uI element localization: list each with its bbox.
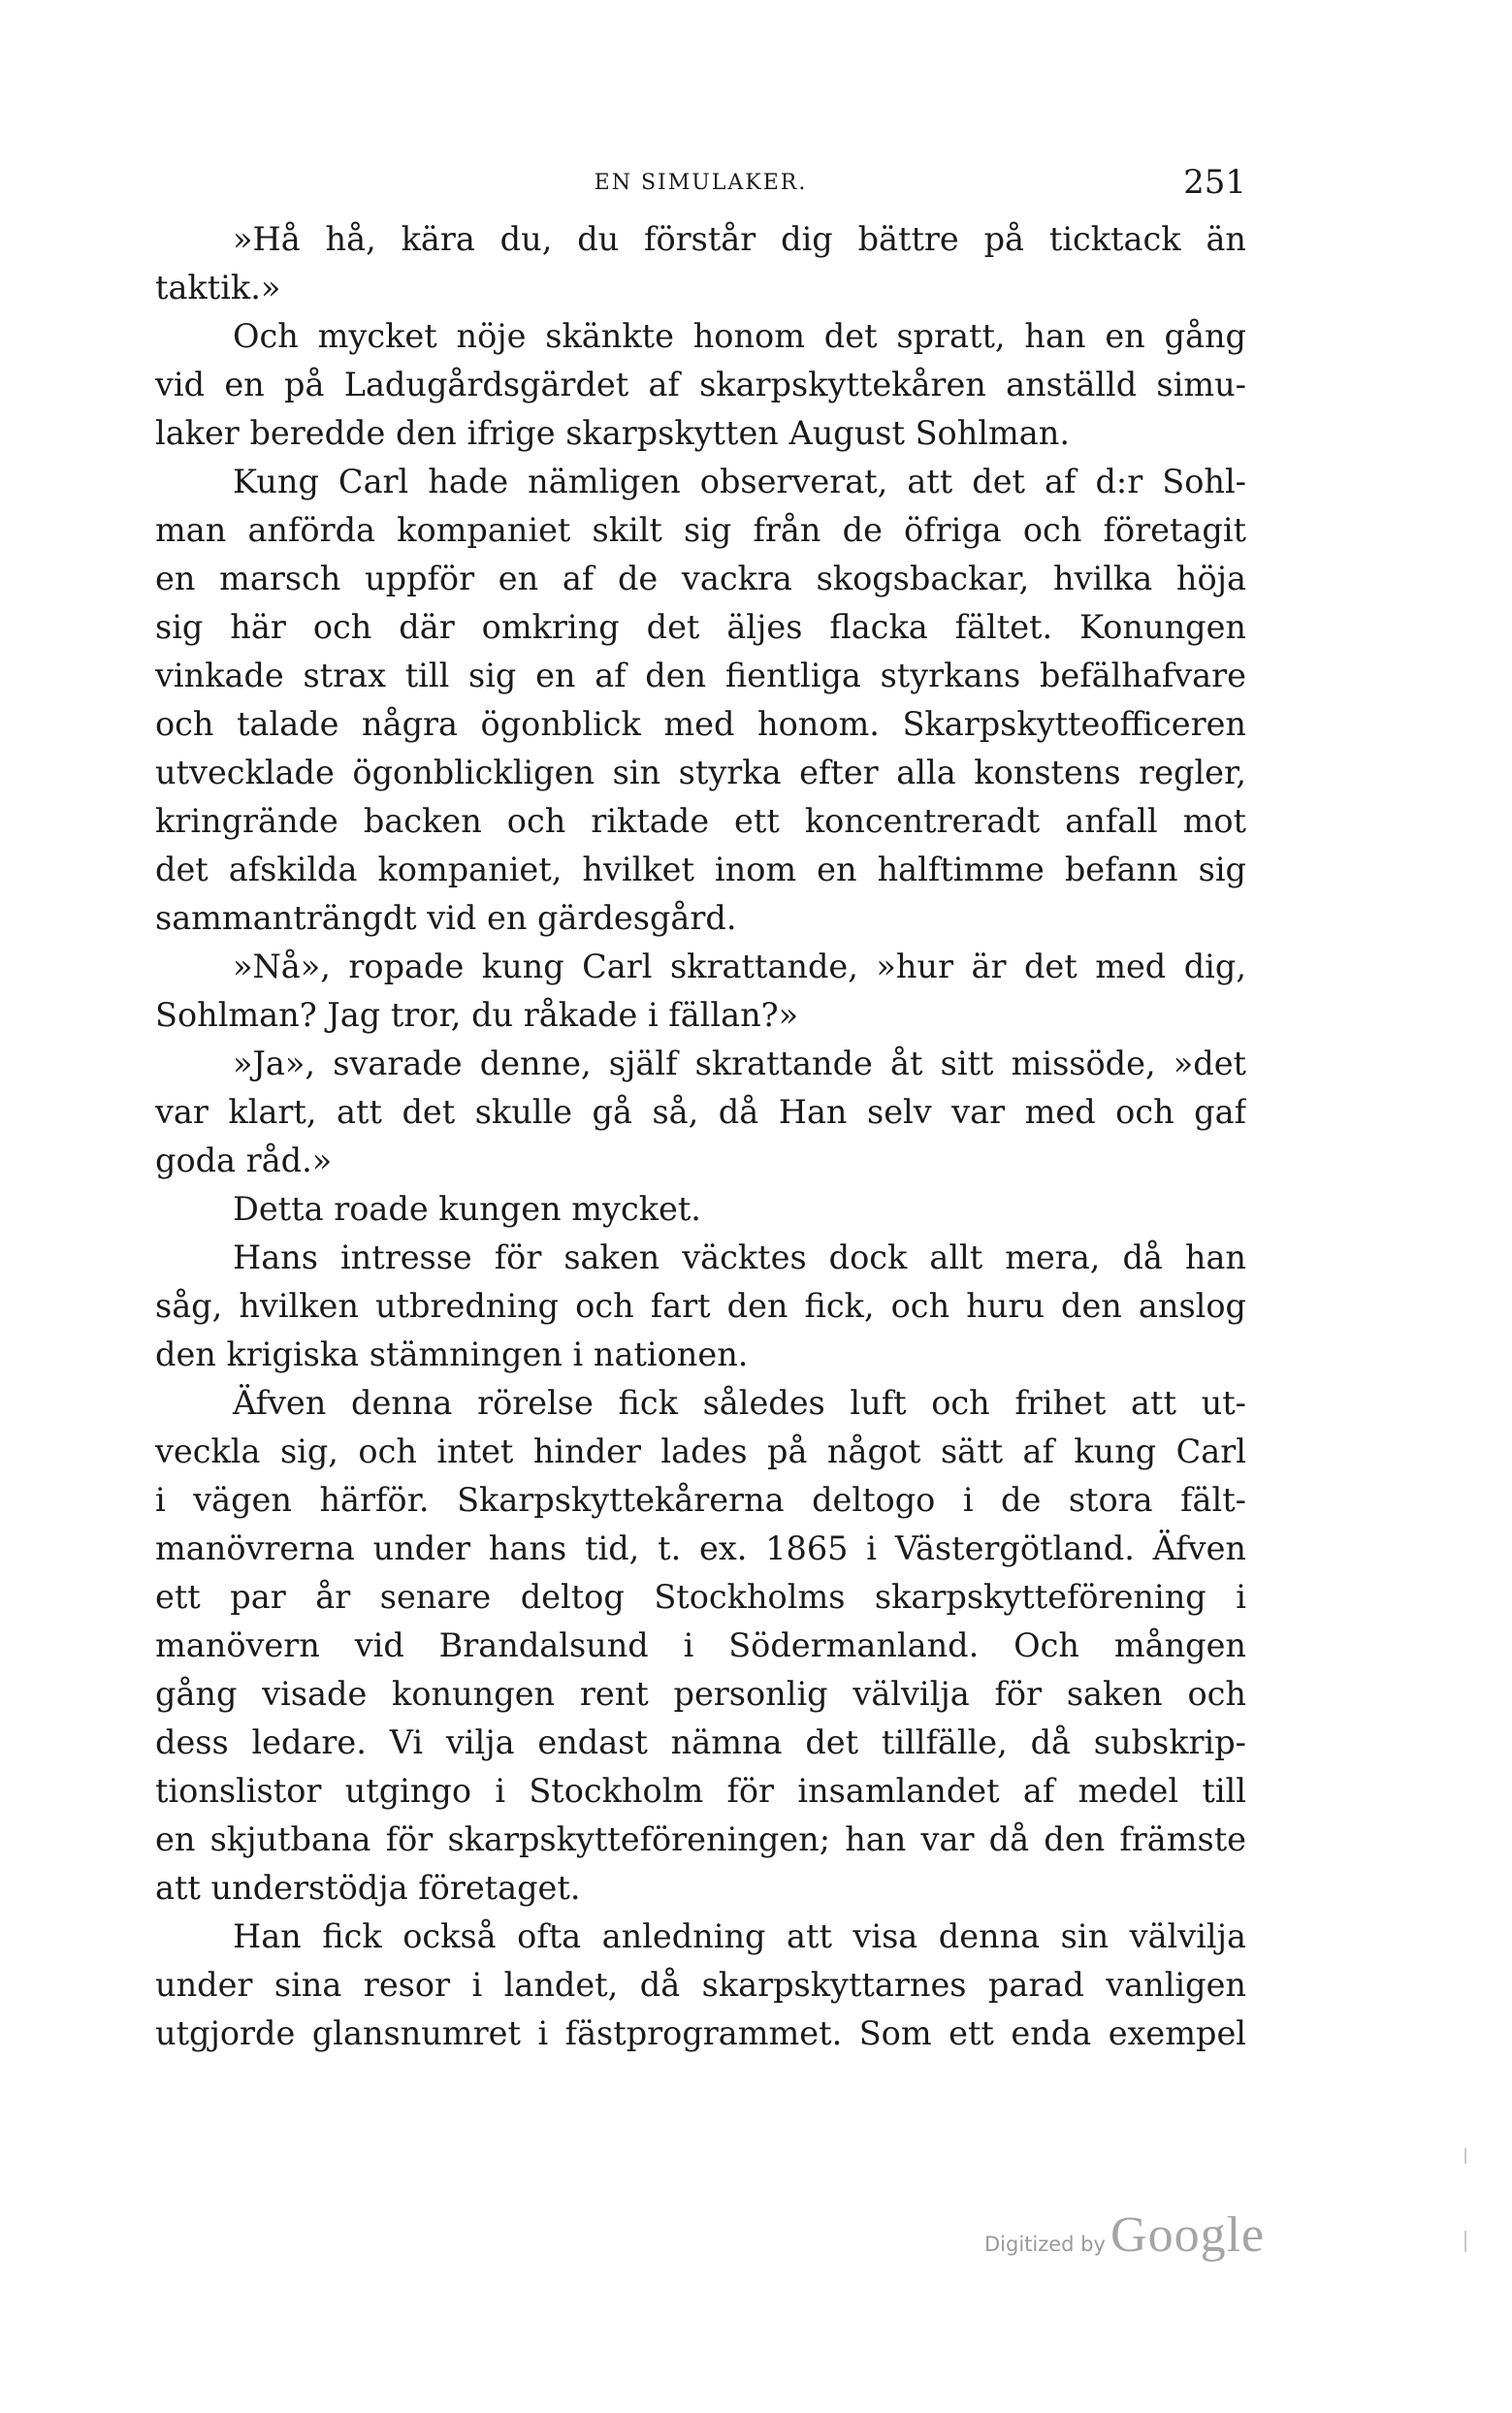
text-line: kringrände backen och riktade ett koncentreradt anfall mot <box>155 802 1246 840</box>
text-line: manövern vid Brandalsund i Södermanland. Och mången <box>155 1626 1246 1664</box>
text-line: att understödja företaget. <box>155 1869 581 1907</box>
text-line: goda råd.» <box>155 1142 333 1179</box>
margin-mark <box>1464 2231 1466 2252</box>
watermark-prefix: Digitized by <box>984 2233 1106 2256</box>
text-line: »Ja», svarade denne, själf skrattande åt sitt missöde, »det <box>233 1045 1246 1082</box>
text-line: en marsch uppför en af de vackra skogsbackar, hvilka höja <box>155 560 1246 597</box>
text-line: det afskilda kompaniet, hvilket inom en halftimme befann sig <box>155 851 1246 888</box>
text-line: Äfven denna rörelse fick således luft och frihet att ut- <box>233 1384 1246 1422</box>
text-line: vinkade strax till sig en af den fientliga styrkans befälhafvare <box>155 657 1246 694</box>
text-line: sammanträngdt vid en gärdesgård. <box>155 899 737 937</box>
text-line: Hans intresse för saken väcktes dock allt mera, då han <box>233 1239 1246 1276</box>
text-line: Detta roade kungen mycket. <box>233 1190 701 1228</box>
page-number: 251 <box>1183 163 1246 202</box>
text-line: den krigiska stämningen i nationen. <box>155 1335 749 1373</box>
text-line: vid en på Ladugårdsgärdet af skarpskyttekåren anställd simu- <box>155 366 1246 403</box>
text-line: såg, hvilken utbredning och fart den fick, och huru den anslog <box>155 1287 1246 1325</box>
text-line: utgjorde glansnumret i fästprogrammet. Som ett enda exempel <box>155 2014 1246 2052</box>
text-line: taktik.» <box>155 269 281 306</box>
text-line: tionslistor utgingo i Stockholm för insamlandet af medel till <box>155 1772 1246 1810</box>
text-line: Och mycket nöje skänkte honom det spratt, han en gång <box>233 317 1246 355</box>
digitized-by-google-watermark <box>984 2206 1265 2264</box>
text-line: man anförda kompaniet skilt sig från de öfriga och företagit <box>155 511 1246 549</box>
text-line: en skjutbana för skarpskytteföreningen; han var då den främste <box>155 1820 1246 1858</box>
text-line: »Hå hå, kära du, du förstår dig bättre på ticktack än <box>233 220 1246 258</box>
text-line: i vägen härför. Skarpskyttekårerna deltogo i de stora fält- <box>155 1481 1246 1519</box>
google-logo: Google <box>1110 2207 1266 2263</box>
text-line: Kung Carl hade nämligen observerat, att det af d:r Sohl- <box>233 463 1246 500</box>
text-line: sig här och där omkring det äljes flacka fältet. Konungen <box>155 608 1246 646</box>
text-line: utvecklade ögonblickligen sin styrka efter alla konstens regler, <box>155 754 1246 791</box>
text-line: gång visade konungen rent personlig välvilja för saken och <box>155 1675 1246 1713</box>
text-line: dess ledare. Vi vilja endast nämna det tillfälle, då subskrip- <box>155 1723 1246 1761</box>
margin-mark <box>1464 2148 1466 2164</box>
page-header <box>155 163 1246 202</box>
text-line: och talade några ögonblick med honom. Skarpskytteofficeren <box>155 705 1246 743</box>
running-title: EN SIMULAKER. <box>594 171 808 195</box>
text-line: veckla sig, och intet hinder lades på något sätt af kung Carl <box>155 1432 1246 1470</box>
text-line: manövrerna under hans tid, t. ex. 1865 i Västergötland. Äfven <box>155 1529 1246 1567</box>
text-line: under sina resor i landet, då skarpskyttarnes parad vanligen <box>155 1966 1246 2004</box>
text-line: ett par år senare deltog Stockholms skarpskytteförening i <box>155 1578 1246 1616</box>
text-line: Sohlman? Jag tror, du råkade i fällan?» <box>155 996 799 1034</box>
body-text <box>155 215 1246 2058</box>
text-line: laker beredde den ifrige skarpskytten August Sohlman. <box>155 414 1070 452</box>
text-line: »Nå», ropade kung Carl skrattande, »hur är det med dig, <box>233 948 1246 985</box>
text-line: var klart, att det skulle gå så, då Han selv var med och gaf <box>155 1093 1246 1131</box>
text-line: Han fick också ofta anledning att visa denna sin välvilja <box>233 1917 1246 1955</box>
